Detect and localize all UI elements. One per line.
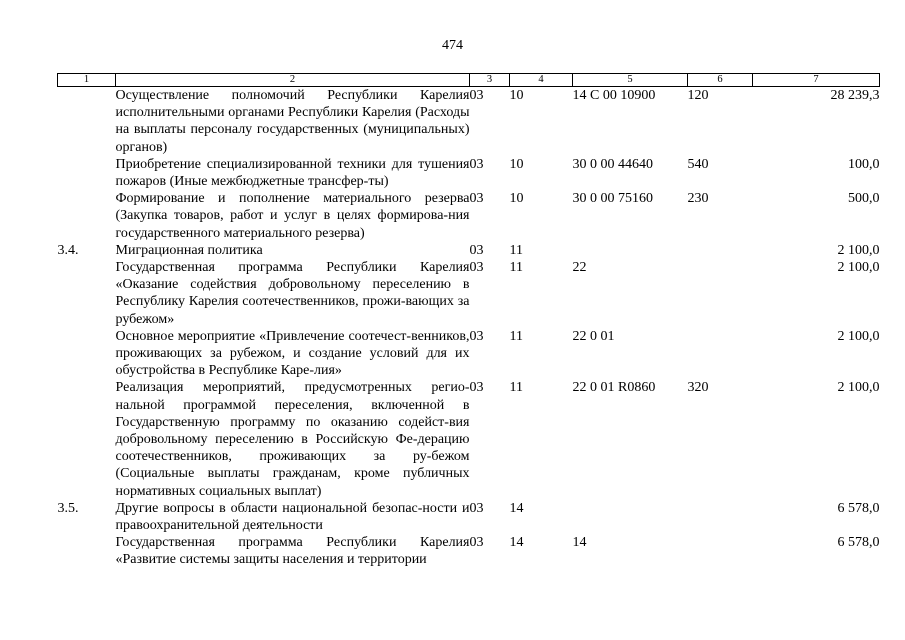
- row-target-code: 14 С 00 10900: [572, 88, 656, 103]
- row-target-code: 22 0 01 R0860: [572, 380, 656, 396]
- row-amount: 6 578,0: [837, 500, 880, 516]
- row-amount: 28 239,3: [830, 88, 880, 103]
- column-numbers-row: [58, 74, 880, 87]
- row-section: 03: [469, 242, 484, 258]
- row-subsection: 11: [509, 380, 523, 396]
- row-amount: 500,0: [848, 191, 880, 207]
- row-name: Реализация мероприятий, предусмотренных регио-нальной программой переселения, включенной в Государственную программу по оказанию содейст-вия добровольному переселению в Российскую Фе-дерацию соотечественников, проживающих за ру-бежом (Социальные выплаты гражданам, кроме публичных нормативных социальных выплат): [115, 380, 470, 499]
- row-subsection: 14: [509, 535, 524, 551]
- table-row: [58, 156, 880, 190]
- row-subsection: 14: [509, 500, 524, 516]
- row-amount: 2 100,0: [837, 260, 880, 276]
- row-expense-type: 320: [687, 380, 709, 396]
- row-name: Миграционная политика: [115, 242, 263, 258]
- column-header-5: 5: [573, 74, 688, 87]
- row-section: 03: [469, 88, 484, 103]
- row-number: [58, 87, 116, 156]
- column-header-4: 4: [510, 74, 573, 87]
- row-expense-type: [688, 259, 753, 328]
- column-header-6: 6: [688, 74, 753, 87]
- row-subsection: 10: [509, 156, 524, 172]
- row-expense-type: [688, 242, 753, 259]
- row-target-code: [573, 500, 688, 534]
- row-name: Государственная программа Республики Карелия «Оказание содействия добровольному переселению в Республику Карелия соотечественников, прожи-вающих за рубежом»: [115, 260, 470, 327]
- page-number: 474: [442, 38, 463, 53]
- row-number: 3.4.: [57, 242, 79, 258]
- row-section: 03: [469, 380, 484, 396]
- table-row: [58, 242, 880, 259]
- row-amount: 2 100,0: [837, 242, 880, 258]
- row-expense-type: [688, 328, 753, 380]
- table-row: [58, 87, 880, 156]
- row-target-code: [573, 242, 688, 259]
- row-number: [58, 379, 116, 499]
- row-name: Другие вопросы в области национальной безопас-ности и правоохранительной деятельности: [115, 500, 470, 534]
- column-header-1: 1: [58, 74, 116, 87]
- row-amount: 2 100,0: [837, 380, 880, 396]
- row-target-code: 22: [572, 260, 587, 276]
- table-row: [58, 379, 880, 499]
- row-number: [58, 328, 116, 380]
- row-number: [58, 259, 116, 328]
- row-expense-type: 540: [687, 156, 709, 172]
- row-target-code: 30 0 00 44640: [572, 156, 653, 172]
- row-name: Основное мероприятие «Привлечение соотечест-венников, проживающих за рубежом, и создание условий для их обустройства в Республике Каре-лия»: [115, 328, 470, 379]
- column-header-3: 3: [470, 74, 510, 87]
- row-name: Осуществление полномочий Республики Карелия исполнительными органами Республики Карелия (Расходы на выплаты персоналу государственных (муниципальных) органов): [115, 88, 470, 155]
- row-section: 03: [469, 191, 484, 207]
- table-row: [58, 190, 880, 242]
- row-amount: 2 100,0: [837, 328, 880, 344]
- row-name: Государственная программа Республики Карелия «Развитие системы защиты населения и территории: [115, 535, 470, 568]
- budget-table: [57, 73, 880, 569]
- row-number: 3.5.: [57, 500, 79, 516]
- row-section: 03: [469, 328, 484, 344]
- row-target-code: 14: [572, 535, 587, 551]
- row-number: [58, 156, 116, 190]
- row-section: 03: [469, 260, 484, 276]
- row-name: Приобретение специализированной техники для тушения пожаров (Иные межбюджетные трансфер-ты): [115, 156, 470, 190]
- table-row: [58, 328, 880, 380]
- column-header-7: 7: [753, 74, 880, 87]
- table-row: [58, 259, 880, 328]
- row-section: 03: [469, 156, 484, 172]
- row-amount: 100,0: [848, 156, 880, 172]
- column-header-2: 2: [116, 74, 470, 87]
- row-expense-type: [688, 534, 753, 568]
- row-subsection: 11: [509, 328, 523, 344]
- table-row: [58, 500, 880, 534]
- table-row: [58, 534, 880, 568]
- row-subsection: 11: [509, 260, 523, 276]
- row-subsection: 11: [509, 242, 523, 258]
- row-number: [58, 534, 116, 568]
- row-name: Формирование и пополнение материального резерва (Закупка товаров, работ и услуг в целях формирова-ния государственного материального резерва): [115, 191, 470, 241]
- row-expense-type: [688, 500, 753, 534]
- row-number: [58, 190, 116, 242]
- row-subsection: 10: [509, 88, 524, 103]
- row-section: 03: [469, 535, 484, 551]
- row-expense-type: 120: [687, 88, 709, 103]
- row-section: 03: [469, 500, 484, 516]
- row-target-code: 22 0 01: [572, 328, 615, 344]
- row-target-code: 30 0 00 75160: [572, 191, 653, 207]
- row-amount: 6 578,0: [837, 535, 880, 551]
- row-subsection: 10: [509, 191, 524, 207]
- row-expense-type: 230: [687, 191, 709, 207]
